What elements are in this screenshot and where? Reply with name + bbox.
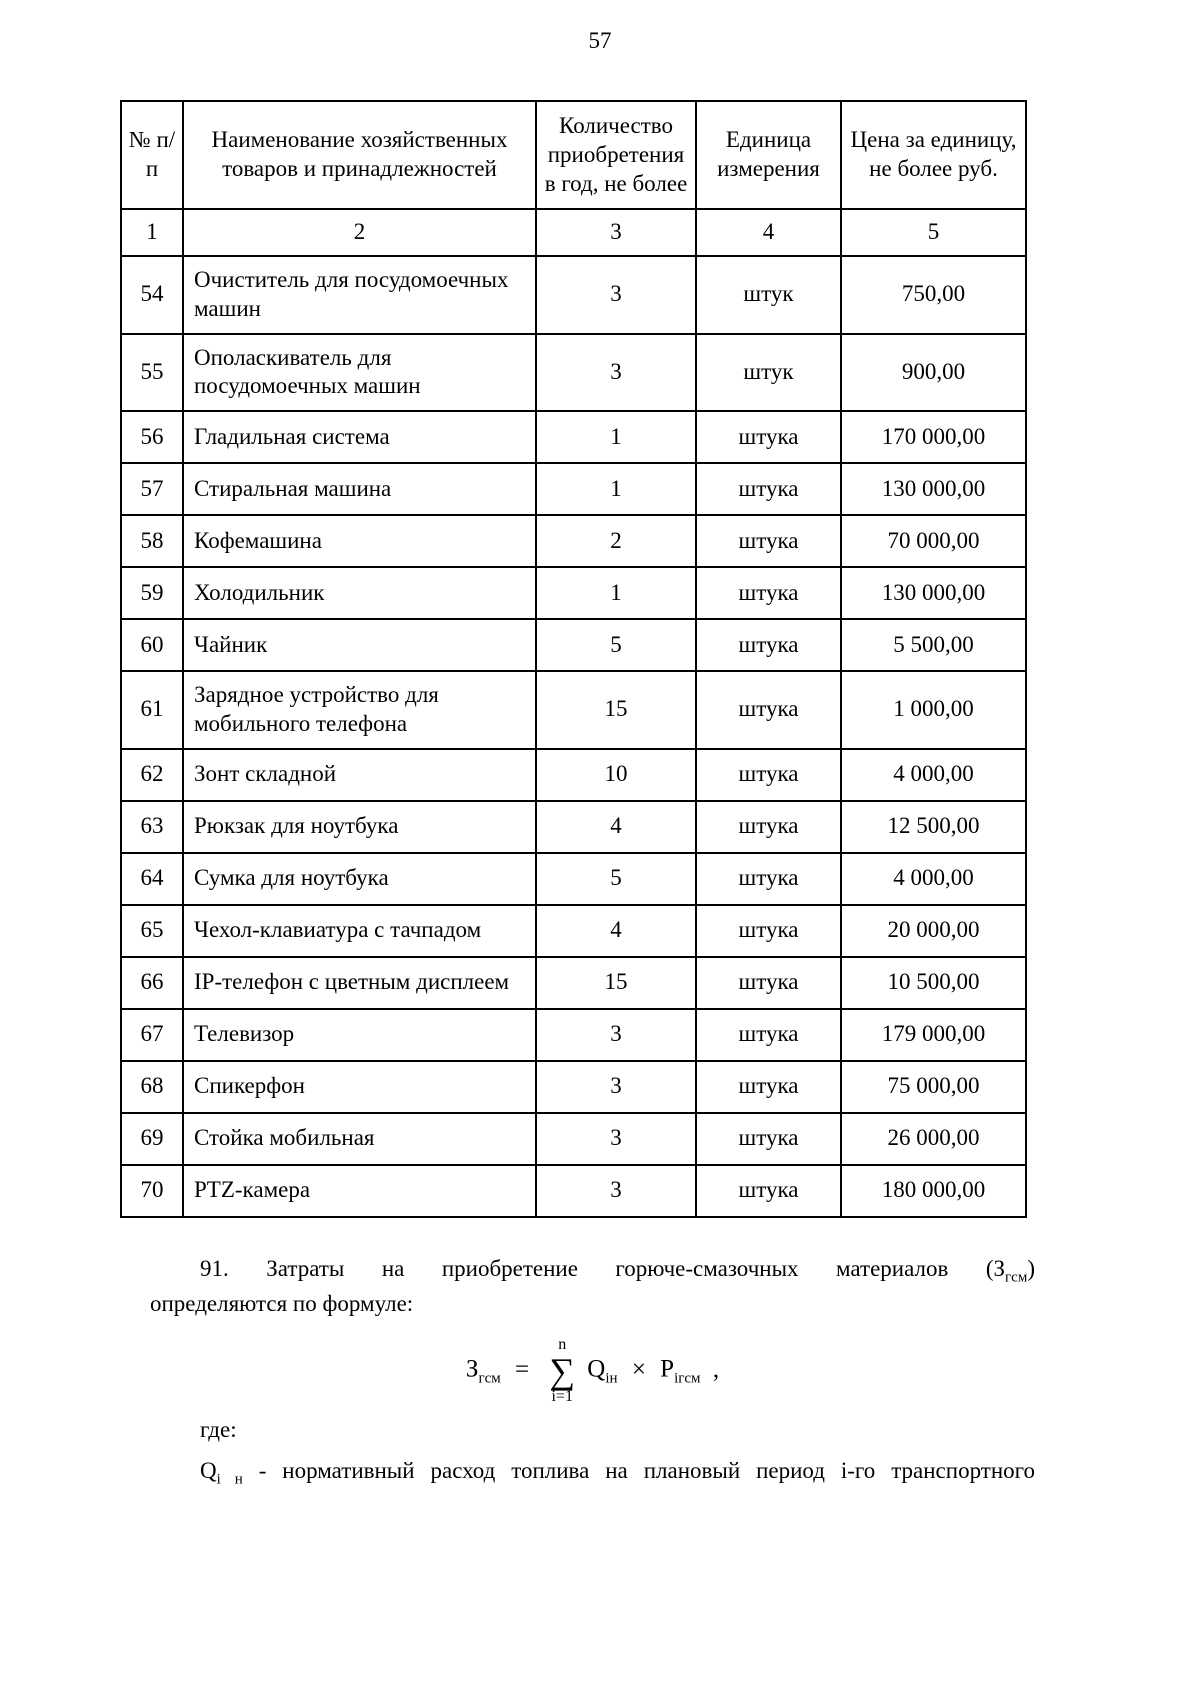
price-cell: 900,00 [841, 334, 1026, 412]
sum-upper-limit: n [558, 1336, 567, 1353]
table-row [121, 334, 1026, 412]
column-number-cell: 5 [841, 209, 1026, 256]
item-name-cell: Зарядное устройство для мобильного телефона [183, 671, 536, 749]
unit-cell: штук [696, 256, 841, 334]
item-name-cell: Кофемашина [183, 515, 536, 567]
table-row [121, 463, 1026, 515]
formula-lhs-subscript: гсм [478, 1370, 501, 1387]
definition-q-term: Q [200, 1457, 217, 1483]
row-number-cell: 65 [121, 905, 183, 957]
table-row [121, 1165, 1026, 1217]
table-row [121, 801, 1026, 853]
where-label: где: [200, 1417, 237, 1442]
goods-table [120, 100, 1027, 1218]
header-cell-index: № п/п [121, 101, 183, 209]
row-number-cell: 64 [121, 853, 183, 905]
row-number-cell: 57 [121, 463, 183, 515]
quantity-cell: 3 [536, 334, 696, 412]
item-name-cell: Сумка для ноутбука [183, 853, 536, 905]
quantity-cell: 3 [536, 1113, 696, 1165]
item-name-cell: Стиральная машина [183, 463, 536, 515]
price-cell: 75 000,00 [841, 1061, 1026, 1113]
item-name-cell: Чайник [183, 619, 536, 671]
definition-text: - нормативный расход топлива на плановый период i-го транспортного [242, 1457, 1035, 1483]
table-row [121, 853, 1026, 905]
price-cell: 4 000,00 [841, 749, 1026, 801]
item-name-cell: Телевизор [183, 1009, 536, 1061]
quantity-cell: 1 [536, 567, 696, 619]
quantity-cell: 3 [536, 1165, 696, 1217]
item-name-cell: Ополаскиватель для посудомоечных машин [183, 334, 536, 412]
unit-cell: штука [696, 853, 841, 905]
definition-q-subscript: i н [216, 1471, 243, 1488]
item-name-cell: Гладильная система [183, 411, 536, 463]
quantity-cell: 4 [536, 801, 696, 853]
unit-cell: штука [696, 1113, 841, 1165]
table-row [121, 749, 1026, 801]
column-number-cell: 4 [696, 209, 841, 256]
price-cell: 10 500,00 [841, 957, 1026, 1009]
item-name-cell: Зонт складной [183, 749, 536, 801]
formula-q-subscript: iн [605, 1370, 618, 1387]
paragraph-91-text-end: ) [1027, 1256, 1035, 1281]
row-number-cell: 62 [121, 749, 183, 801]
price-cell: 179 000,00 [841, 1009, 1026, 1061]
table-row [121, 1061, 1026, 1113]
price-cell: 750,00 [841, 256, 1026, 334]
row-number-cell: 68 [121, 1061, 183, 1113]
price-cell: 170 000,00 [841, 411, 1026, 463]
price-cell: 5 500,00 [841, 619, 1026, 671]
row-number-cell: 59 [121, 567, 183, 619]
quantity-cell: 15 [536, 671, 696, 749]
paragraph-91-line1 [150, 1252, 1035, 1287]
quantity-cell: 4 [536, 905, 696, 957]
item-name-cell: Спикерфон [183, 1061, 536, 1113]
unit-cell: штука [696, 749, 841, 801]
row-number-cell: 54 [121, 256, 183, 334]
price-cell: 130 000,00 [841, 463, 1026, 515]
row-number-cell: 58 [121, 515, 183, 567]
fuel-consumption-definition [150, 1454, 1035, 1489]
item-name-cell: Рюкзак для ноутбука [183, 801, 536, 853]
row-number-cell: 55 [121, 334, 183, 412]
item-name-cell: IP-телефон с цветным дисплеем [183, 957, 536, 1009]
page-number: 57 [588, 28, 612, 53]
row-number-cell: 56 [121, 411, 183, 463]
equals-sign: = [515, 1355, 530, 1383]
unit-cell: штука [696, 905, 841, 957]
body-text-block [150, 1252, 1035, 1488]
multiplication-sign: × [631, 1355, 646, 1383]
quantity-cell: 5 [536, 853, 696, 905]
table-row [121, 1113, 1026, 1165]
row-number-cell: 61 [121, 671, 183, 749]
unit-cell: штука [696, 567, 841, 619]
unit-cell: штука [696, 671, 841, 749]
unit-cell: штука [696, 411, 841, 463]
table-row [121, 957, 1026, 1009]
unit-cell: штука [696, 619, 841, 671]
row-number-cell: 66 [121, 957, 183, 1009]
goods-table-body [121, 256, 1026, 1217]
header-cell-name: Наименование хозяйственных товаров и принадлежностей [183, 101, 536, 209]
unit-cell: штука [696, 801, 841, 853]
table-row [121, 619, 1026, 671]
price-cell: 1 000,00 [841, 671, 1026, 749]
quantity-cell: 3 [536, 1009, 696, 1061]
row-number-cell: 67 [121, 1009, 183, 1061]
table-row [121, 905, 1026, 957]
row-number-cell: 70 [121, 1165, 183, 1217]
column-number-cell: 3 [536, 209, 696, 256]
price-cell: 26 000,00 [841, 1113, 1026, 1165]
header-cell-unit: Единица измерения [696, 101, 841, 209]
zgsm-subscript: гсм [1005, 1269, 1028, 1286]
item-name-cell: Холодильник [183, 567, 536, 619]
unit-cell: штук [696, 334, 841, 412]
table-row [121, 411, 1026, 463]
quantity-cell: 5 [536, 619, 696, 671]
formula-q-term: Q [587, 1355, 606, 1383]
sigma-icon: ∑ [549, 1351, 576, 1391]
column-number-cell: 2 [183, 209, 536, 256]
table-row [121, 1009, 1026, 1061]
item-name-cell: PTZ-камера [183, 1165, 536, 1217]
price-cell: 20 000,00 [841, 905, 1026, 957]
price-cell: 12 500,00 [841, 801, 1026, 853]
unit-cell: штука [696, 957, 841, 1009]
quantity-cell: 15 [536, 957, 696, 1009]
unit-cell: штука [696, 515, 841, 567]
unit-cell: штука [696, 463, 841, 515]
price-cell: 180 000,00 [841, 1165, 1026, 1217]
sum-lower-limit: i=1 [551, 1388, 573, 1405]
header-cell-price: Цена за единицу, не более руб. [841, 101, 1026, 209]
formula-lhs: З [465, 1355, 479, 1383]
column-numbers-row [121, 209, 1026, 256]
item-name-cell: Очиститель для посудомоечных машин [183, 256, 536, 334]
formula-p-subscript: iгсм [674, 1370, 701, 1387]
formula-p-term: P [660, 1355, 675, 1383]
column-number-cell: 1 [121, 209, 183, 256]
quantity-cell: 1 [536, 463, 696, 515]
fuel-cost-formula [150, 1337, 1035, 1405]
paragraph-91-text: 91. Затраты на приобретение горюче-смазочных материалов (З [200, 1256, 1006, 1281]
table-row [121, 256, 1026, 334]
quantity-cell: 3 [536, 256, 696, 334]
unit-cell: штука [696, 1165, 841, 1217]
quantity-cell: 10 [536, 749, 696, 801]
table-row [121, 567, 1026, 619]
table-row [121, 671, 1026, 749]
price-cell: 4 000,00 [841, 853, 1026, 905]
unit-cell: штука [696, 1009, 841, 1061]
quantity-cell: 3 [536, 1061, 696, 1113]
item-name-cell: Стойка мобильная [183, 1113, 536, 1165]
item-name-cell: Чехол-клавиатура с тачпадом [183, 905, 536, 957]
table-row [121, 515, 1026, 567]
price-cell: 70 000,00 [841, 515, 1026, 567]
paragraph-91-line2: определяются по формуле: [150, 1290, 414, 1316]
quantity-cell: 1 [536, 411, 696, 463]
header-cell-quantity: Количество приобретения в год, не более [536, 101, 696, 209]
row-number-cell: 63 [121, 801, 183, 853]
row-number-cell: 60 [121, 619, 183, 671]
row-number-cell: 69 [121, 1113, 183, 1165]
unit-cell: штука [696, 1061, 841, 1113]
formula-comma: , [712, 1355, 720, 1383]
price-cell: 130 000,00 [841, 567, 1026, 619]
summation-symbol [549, 1337, 575, 1405]
quantity-cell: 2 [536, 515, 696, 567]
table-header-row [121, 101, 1026, 209]
